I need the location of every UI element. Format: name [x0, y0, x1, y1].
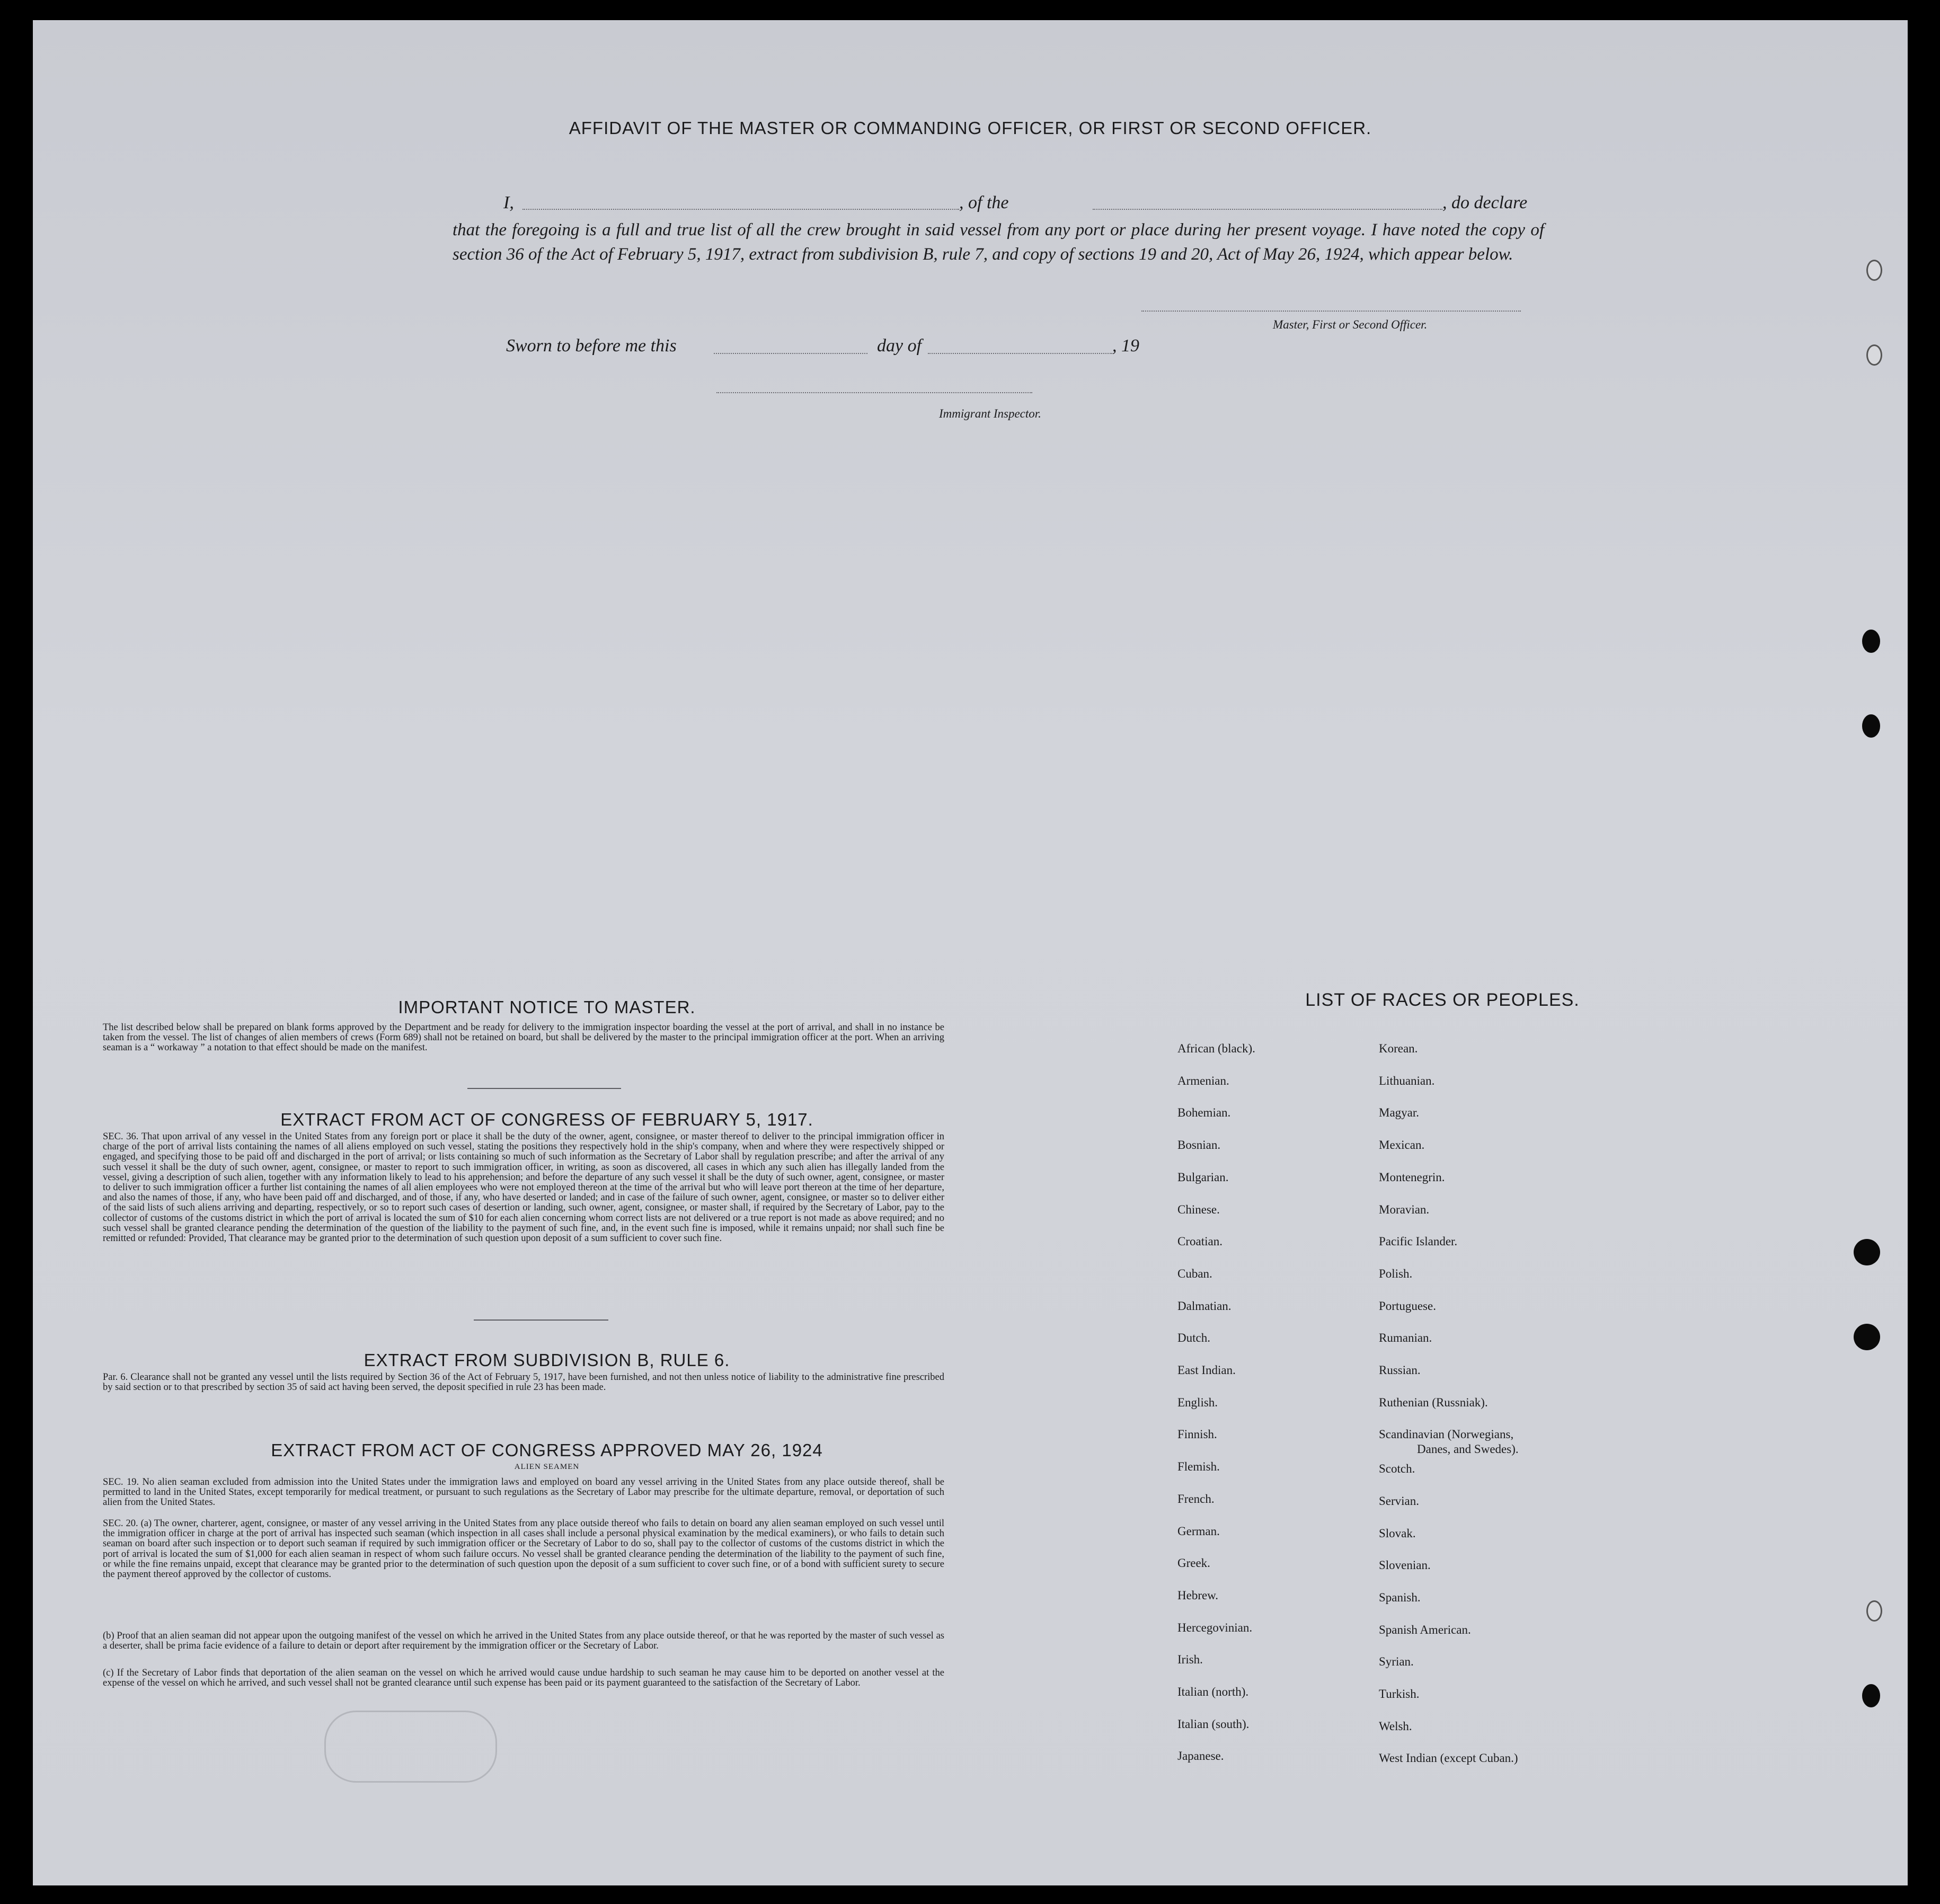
- affidavit-of-the-label: , of the: [959, 193, 1009, 212]
- race-item: Spanish.: [1379, 1590, 1421, 1604]
- sworn-day-line: [714, 353, 867, 354]
- extract-1924-sec20c: (c) If the Secretary of Labor finds that deportation of the alien seaman on the vessel on which he arrived would cause undue hardship to such seaman he may cause him to be deported on another vessel at the expense of the vessel on which he arrived, and such vessel shall not be granted clearance until such expense has been paid or its payment guaranteed to the satisfaction of the Secretary of Labor.: [103, 1668, 944, 1689]
- sworn-row: [506, 336, 1195, 360]
- race-item: African (black).: [1177, 1042, 1255, 1055]
- race-item: Scandinavian (Norwegians,: [1379, 1428, 1514, 1441]
- punch-hole: [1862, 1684, 1880, 1707]
- affidavit-i-label: I,: [503, 193, 514, 212]
- extract-1924-sec20a: SEC. 20. (a) The owner, charterer, agent, consignee, or master of any vessel arriving in the United States from any place outside thereof who fails to detain on board any alien seaman employed on such vessel until the immigration officer in charge at the port of arrival has inspected such seaman (which inspection in all cases shall include a personal physical examination by the medical examiners), or who fails to detain such seaman on board after such inspection or to deport such seaman if required by such immigration officer or the Secretary of Labor to do so, shall pay to the collector of customs of the customs district in which the port of arrival is located the sum of $1,000 for each alien seaman in respect of whom such failure occurs. No vessel shall be granted clearance pending the determination of the liability to the payment of such fine, or while the fine remains unpaid, except that clearance may be granted prior to the determination of such question upon the deposit of a sum sufficient to cover such fine, or of a bond with sufficient surety to secure the payment thereof approved by the collector of customs.: [103, 1518, 944, 1580]
- inspector-signature-line: [716, 392, 1032, 393]
- race-item: Pacific Islander.: [1379, 1235, 1458, 1248]
- race-item: Italian (south).: [1177, 1717, 1250, 1731]
- divider: [474, 1319, 608, 1321]
- race-item: Welsh.: [1379, 1719, 1412, 1733]
- punch-hole: [1854, 1239, 1880, 1265]
- race-item: Greek.: [1177, 1556, 1210, 1570]
- document-page: [33, 20, 1908, 1885]
- race-item: Servian.: [1379, 1494, 1420, 1508]
- race-item: Hercegovinian.: [1177, 1620, 1253, 1634]
- race-item: German.: [1177, 1524, 1220, 1538]
- race-item: Moravian.: [1379, 1202, 1430, 1216]
- race-item: Syrian.: [1379, 1655, 1414, 1669]
- race-item: Hebrew.: [1177, 1588, 1219, 1602]
- day-of-label: day of: [877, 336, 922, 356]
- race-item: Slovenian.: [1379, 1558, 1431, 1572]
- punch-hole: [1862, 714, 1880, 738]
- race-item: Turkish.: [1379, 1687, 1420, 1701]
- race-item: Italian (north).: [1177, 1685, 1249, 1698]
- race-item: Portuguese.: [1379, 1299, 1436, 1313]
- faint-date-stamp: [324, 1711, 497, 1783]
- race-item: Lithuanian.: [1379, 1074, 1435, 1087]
- races-title: LIST OF RACES OR PEOPLES.: [1305, 990, 1580, 1010]
- affidavit-declaration-row: [503, 193, 1543, 216]
- race-item: Finnish.: [1177, 1428, 1217, 1441]
- punch-hole: [1866, 1600, 1882, 1622]
- race-item: Bulgarian.: [1177, 1170, 1229, 1184]
- punch-hole: [1866, 344, 1882, 366]
- sworn-label: Sworn to before me this: [506, 336, 677, 356]
- race-item: Chinese.: [1177, 1202, 1220, 1216]
- races-right-column: [1379, 1042, 1676, 1784]
- extract-1917-body: SEC. 36. That upon arrival of any vessel in the United States from any foreign port or place it shall be the duty of the owner, agent, consignee, or master thereof to deliver to the principal immigration officer in charge of the port of arrival lists containing the names of all aliens employed on such vessel, stating the positions they respectively hold in the ship's company, when and where they were respectively shipped or engaged, and specifying those to be paid off and discharged in the port of arrival; or lists containing so much of such information as the Secretary of Labor shall by regulation prescribe; and after the arrival of any such vessel it shall be the duty of such owner, agent, consignee, or master to report to such immigration officer, in writing, as soon as discovered, all cases in which any such alien has illegally landed from the vessel, giving a description of such alien, together with any information likely to lead to his apprehension; and before the departure of any such vessel it shall be the duty of such owner, agent, consignee, or master to deliver to such immigration officer a further list containing the names of all alien employees who were not employed thereon at the time of the arrival but who will leave port thereon at the time of her departure, and also the names of those, if any, who have been paid off and discharged, and of those, if any, who have deserted or landed; and in case of the failure of such owner, agent, consignee, or master so to deliver either of the said lists of such aliens arriving and departing, respectively, or so to report such cases of desertion or landing, such owner, agent, consignee, or master shall, if required by the Secretary of Labor, pay to the collector of customs of the customs district in which the port of arrival is located the sum of $10 for each alien concerning whom correct lists are not delivered or a true report is not made as above required; and no such vessel shall be granted clearance pending the determination of the question of the liability to the payment of such fine, and, in the event such fine is imposed, while it remains unpaid; nor shall such fine be remitted or refunded: Provided, That clearance may be granted prior to the determination of such question upon deposit of a sum sufficient to cover such fine.: [103, 1131, 944, 1244]
- race-item: West Indian (except Cuban.): [1379, 1751, 1518, 1765]
- race-item: Flemish.: [1177, 1460, 1220, 1474]
- race-item: Slovak.: [1379, 1526, 1416, 1540]
- master-signature-label: Master, First or Second Officer.: [1273, 318, 1428, 331]
- race-scandinavian-continuation: Danes, and Swedes).: [1417, 1442, 1519, 1456]
- race-item: Scotch.: [1379, 1462, 1415, 1476]
- race-item: Spanish American.: [1379, 1623, 1471, 1636]
- race-item: Polish.: [1379, 1267, 1413, 1280]
- affidavit-do-declare: , do declare: [1442, 193, 1528, 212]
- year-label: , 19: [1112, 336, 1139, 356]
- race-item: Mexican.: [1379, 1138, 1425, 1152]
- inspector-signature-label: Immigrant Inspector.: [939, 407, 1041, 420]
- master-name-line: [522, 209, 959, 210]
- races-left-column: [1177, 1042, 1400, 1784]
- extract-1924-sec20b: (b) Proof that an alien seaman did not appear upon the outgoing manifest of the vessel on which he arrived in the United States from any place outside thereof, or that he was reported by the master of such vessel as a deserter, shall be prima facie evidence of a failure to detain or deport after requirement by the immigration officer or the Secretary of Labor.: [103, 1631, 944, 1652]
- race-item: Japanese.: [1177, 1749, 1224, 1763]
- race-item: Armenian.: [1177, 1074, 1229, 1087]
- race-item: Cuban.: [1177, 1267, 1212, 1280]
- affidavit-title: AFFIDAVIT OF THE MASTER OR COMMANDING OFFICER, OR FIRST OR SECOND OFFICER.: [569, 118, 1372, 138]
- punch-hole: [1866, 260, 1882, 281]
- race-item: Croatian.: [1177, 1235, 1223, 1248]
- race-item: Russian.: [1379, 1363, 1421, 1377]
- race-item: Montenegrin.: [1379, 1170, 1445, 1184]
- affidavit-body: that the foregoing is a full and true list of all the crew brought in said vessel from any port or place during her present voyage. I have noted the copy of section 36 of the Act of February 5, 1917, extract from subdivision B, rule 7, and copy of sections 19 and 20, Act of May 26, 1924, which appear below.: [453, 220, 1544, 264]
- race-item: Korean.: [1379, 1042, 1418, 1055]
- race-item: Ruthenian (Russniak).: [1379, 1395, 1488, 1409]
- notice-body: The list described below shall be prepared on blank forms approved by the Department and be ready for delivery to the immigration inspector boarding the vessel at the port of arrival, and shall in no instance be taken from the vessel. The list of changes of alien members of crews (Form 689) shall not be retained on board, but shall be delivered by the master to the principal immigration officer at the port. When an arriving seaman is a “ workaway ” a notation to that effect should be made on the manifest.: [103, 1022, 944, 1053]
- race-item: Dutch.: [1177, 1331, 1210, 1345]
- extract-1924-sec19: SEC. 19. No alien seaman excluded from admission into the United States under the immigration laws and employed on board any vessel arriving in the United States from any place outside thereof, shall be permitted to land in the United States, except temporarily for medical treatment, or pursuant to such regulations as the Secretary of Labor may prescribe for the ultimate departure, removal, or deportation of such alien from the United States.: [103, 1477, 944, 1508]
- divider: [467, 1088, 621, 1089]
- race-item: Bosnian.: [1177, 1138, 1221, 1152]
- vessel-name-line: [1093, 209, 1442, 210]
- race-item: English.: [1177, 1395, 1218, 1409]
- race-item: Magyar.: [1379, 1106, 1420, 1120]
- punch-hole: [1862, 630, 1880, 653]
- extract-1924-title: EXTRACT FROM ACT OF CONGRESS APPROVED MAY 26, 1924: [271, 1440, 823, 1460]
- sworn-month-line: [928, 353, 1112, 354]
- race-item: Bohemian.: [1177, 1106, 1231, 1120]
- race-item: Rumanian.: [1379, 1331, 1432, 1345]
- race-item: Irish.: [1177, 1653, 1203, 1667]
- race-item: East Indian.: [1177, 1363, 1236, 1377]
- master-signature-line: [1141, 311, 1521, 312]
- notice-title: IMPORTANT NOTICE TO MASTER.: [398, 997, 696, 1017]
- subdivision-body: Par. 6. Clearance shall not be granted any vessel until the lists required by Section 36 of the Act of February 5, 1917, have been furnished, and not then unless notice of liability to the administrative fine prescribed by said section or to that prescribed by section 35 of said act having been served, the deposit specified in rule 23 has been made.: [103, 1372, 944, 1393]
- race-item: French.: [1177, 1492, 1215, 1506]
- punch-hole: [1854, 1324, 1880, 1350]
- race-item: Dalmatian.: [1177, 1299, 1232, 1313]
- extract-1917-title: EXTRACT FROM ACT OF CONGRESS OF FEBRUARY 5, 1917.: [280, 1110, 813, 1129]
- subdivision-title: EXTRACT FROM SUBDIVISION B, RULE 6.: [364, 1350, 730, 1370]
- extract-1924-subtitle: ALIEN SEAMEN: [514, 1463, 580, 1471]
